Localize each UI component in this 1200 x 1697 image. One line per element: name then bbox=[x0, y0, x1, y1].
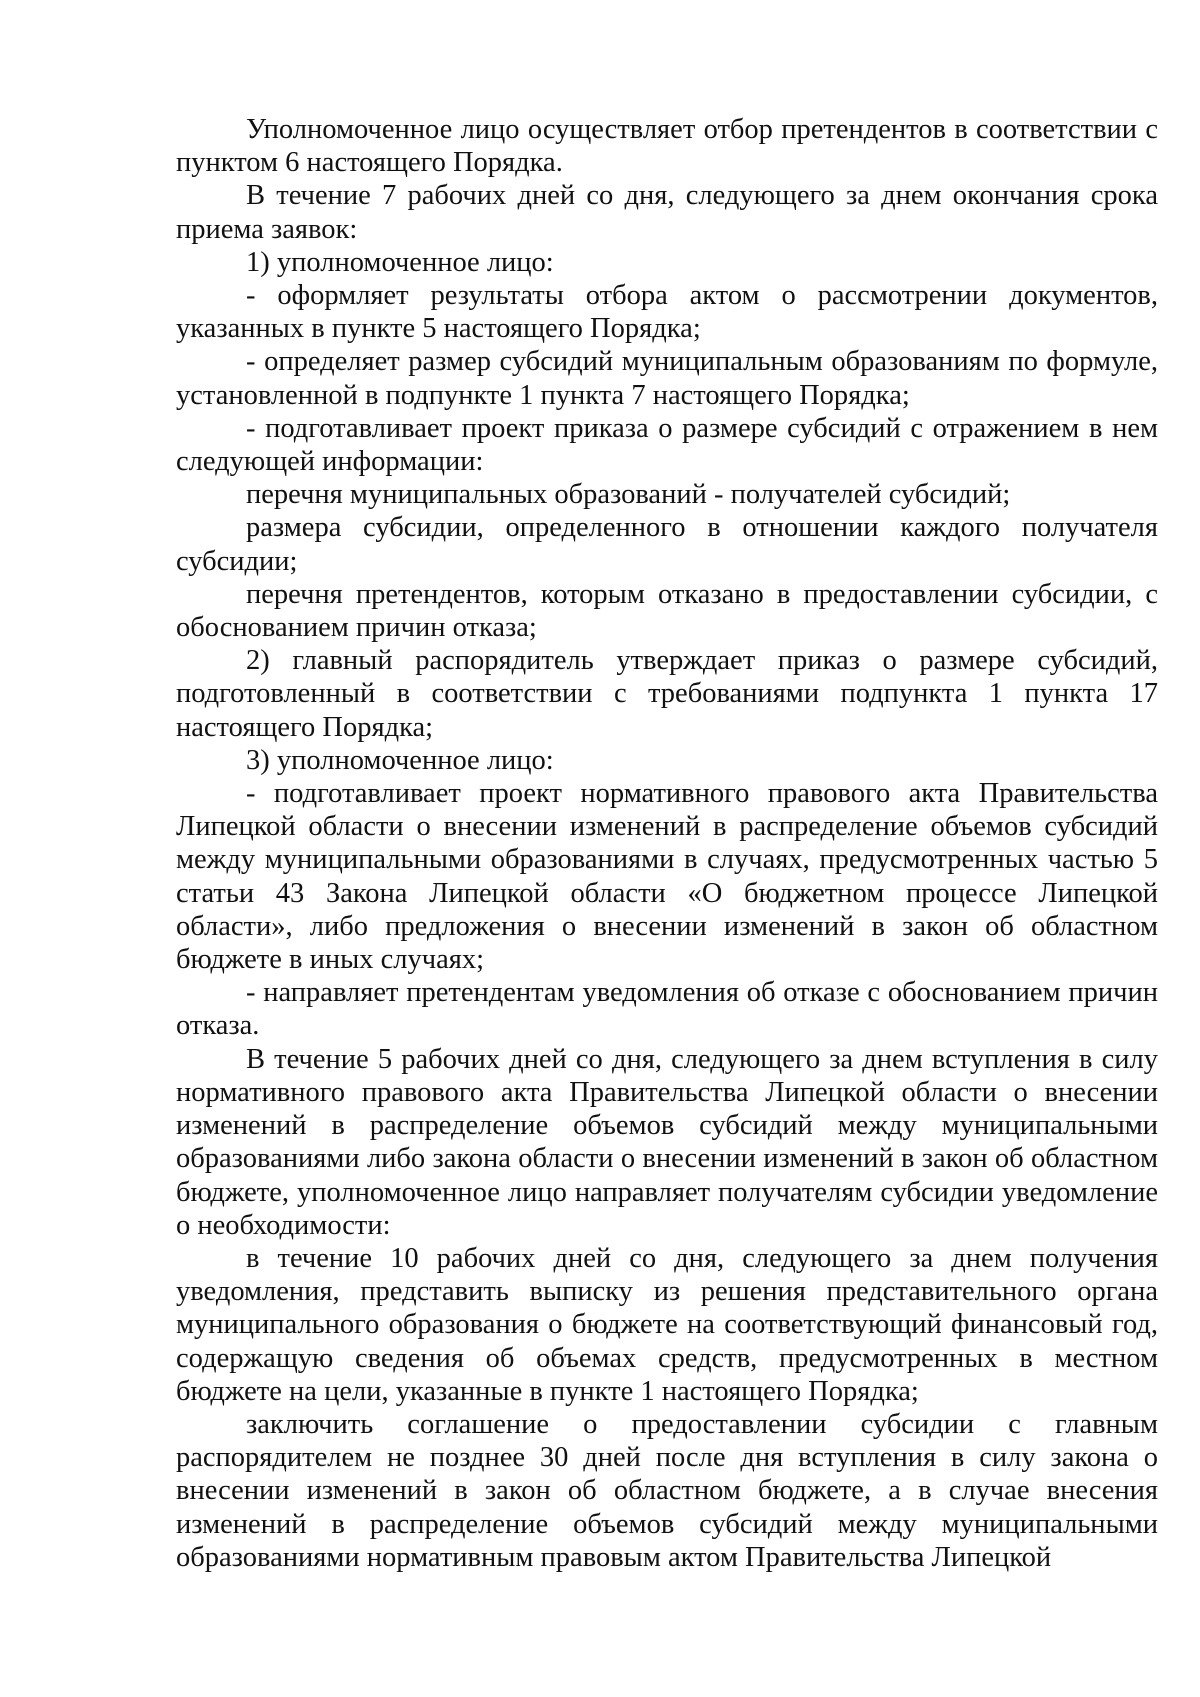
paragraph-ten-working-days: в течение 10 рабочих дней со дня, следующего за днем получения уведомления, представить выписку из решения представительного органа муниципального образования о бюджете на соответствующий финансовый год, содержащую сведения об объемах средств, предусмотренных в местном бюджете на цели, указанные в пункте 1 настоящего Порядка; bbox=[176, 1242, 1158, 1407]
document-body bbox=[176, 113, 1158, 1574]
list-item-list-of-municipalities: перечня муниципальных образований - получателей субсидий; bbox=[246, 479, 1011, 511]
paragraph-conclude-agreement: заключить соглашение о предоставлении субсидии с главным распорядителем не позднее 30 дней после дня вступления в силу закона о внесении изменений в закон об областном бюджете, а в случае внесения изменений в распределение объемов субсидий между муниципальными образованиями нормативным правовым актом Правительства Липецкой bbox=[176, 1408, 1158, 1573]
list-item-2-approves-order: 2) главный распорядитель утверждает приказ о размере субсидий, подготовленный в соответствии с требованиями подпункта 1 пункта 17 настоящего Порядка; bbox=[176, 645, 1158, 743]
list-item-prepares-draft-order: - подготавливает проект приказа о размере субсидий с отражением в нем следующей информации: bbox=[176, 412, 1158, 478]
list-item-refused-applicants: перечня претендентов, которым отказано в предоставлении субсидии, с обоснованием причин отказа; bbox=[176, 578, 1158, 644]
list-item-prepares-legal-act: - подготавливает проект нормативного правового акта Правительства Липецкой области о внесении изменений в распределение объемов субсидий между муниципальными образованиями в случаях, предусмотренных частью 5 статьи 43 Закона Липецкой области «О бюджетном процессе Липецкой области», либо предложения о внесении изменений в закон об областном бюджете в иных случаях; bbox=[176, 778, 1158, 976]
list-item-formalizes-results: - оформляет результаты отбора актом о рассмотрении документов, указанных в пункте 5 настоящего Порядка; bbox=[176, 280, 1158, 345]
list-item-subsidy-amount: размера субсидии, определенного в отношении каждого получателя субсидии; bbox=[176, 512, 1158, 577]
list-item-3-authorized-person: 3) уполномоченное лицо: bbox=[246, 744, 554, 776]
list-item-sends-refusal-notices: - направляет претендентам уведомления об отказе с обоснованием причин отказа. bbox=[176, 977, 1158, 1042]
paragraph-seven-working-days: В течение 7 рабочих дней со дня, следующего за днем окончания срока приема заявок: bbox=[176, 180, 1158, 245]
list-item-1-authorized-person: 1) уполномоченное лицо: bbox=[246, 246, 554, 278]
paragraph-selection-by-authorized-person: Уполномоченное лицо осуществляет отбор претендентов в соответствии с пунктом 6 настоящего Порядка. bbox=[176, 114, 1158, 179]
paragraph-five-working-days: В течение 5 рабочих дней со дня, следующего за днем вступления в силу нормативного правового акта Правительства Липецкой области о внесении изменений в распределение объемов субсидий между муниципальными образованиями либо закона области о внесении изменений в закон об областном бюджете, уполномоченное лицо направляет получателям субсидии уведомление о необходимости: bbox=[176, 1043, 1158, 1241]
list-item-determines-subsidy-size: - определяет размер субсидий муниципальным образованиям по формуле, установленной в подпункте 1 пункта 7 настоящего Порядка; bbox=[176, 346, 1158, 411]
